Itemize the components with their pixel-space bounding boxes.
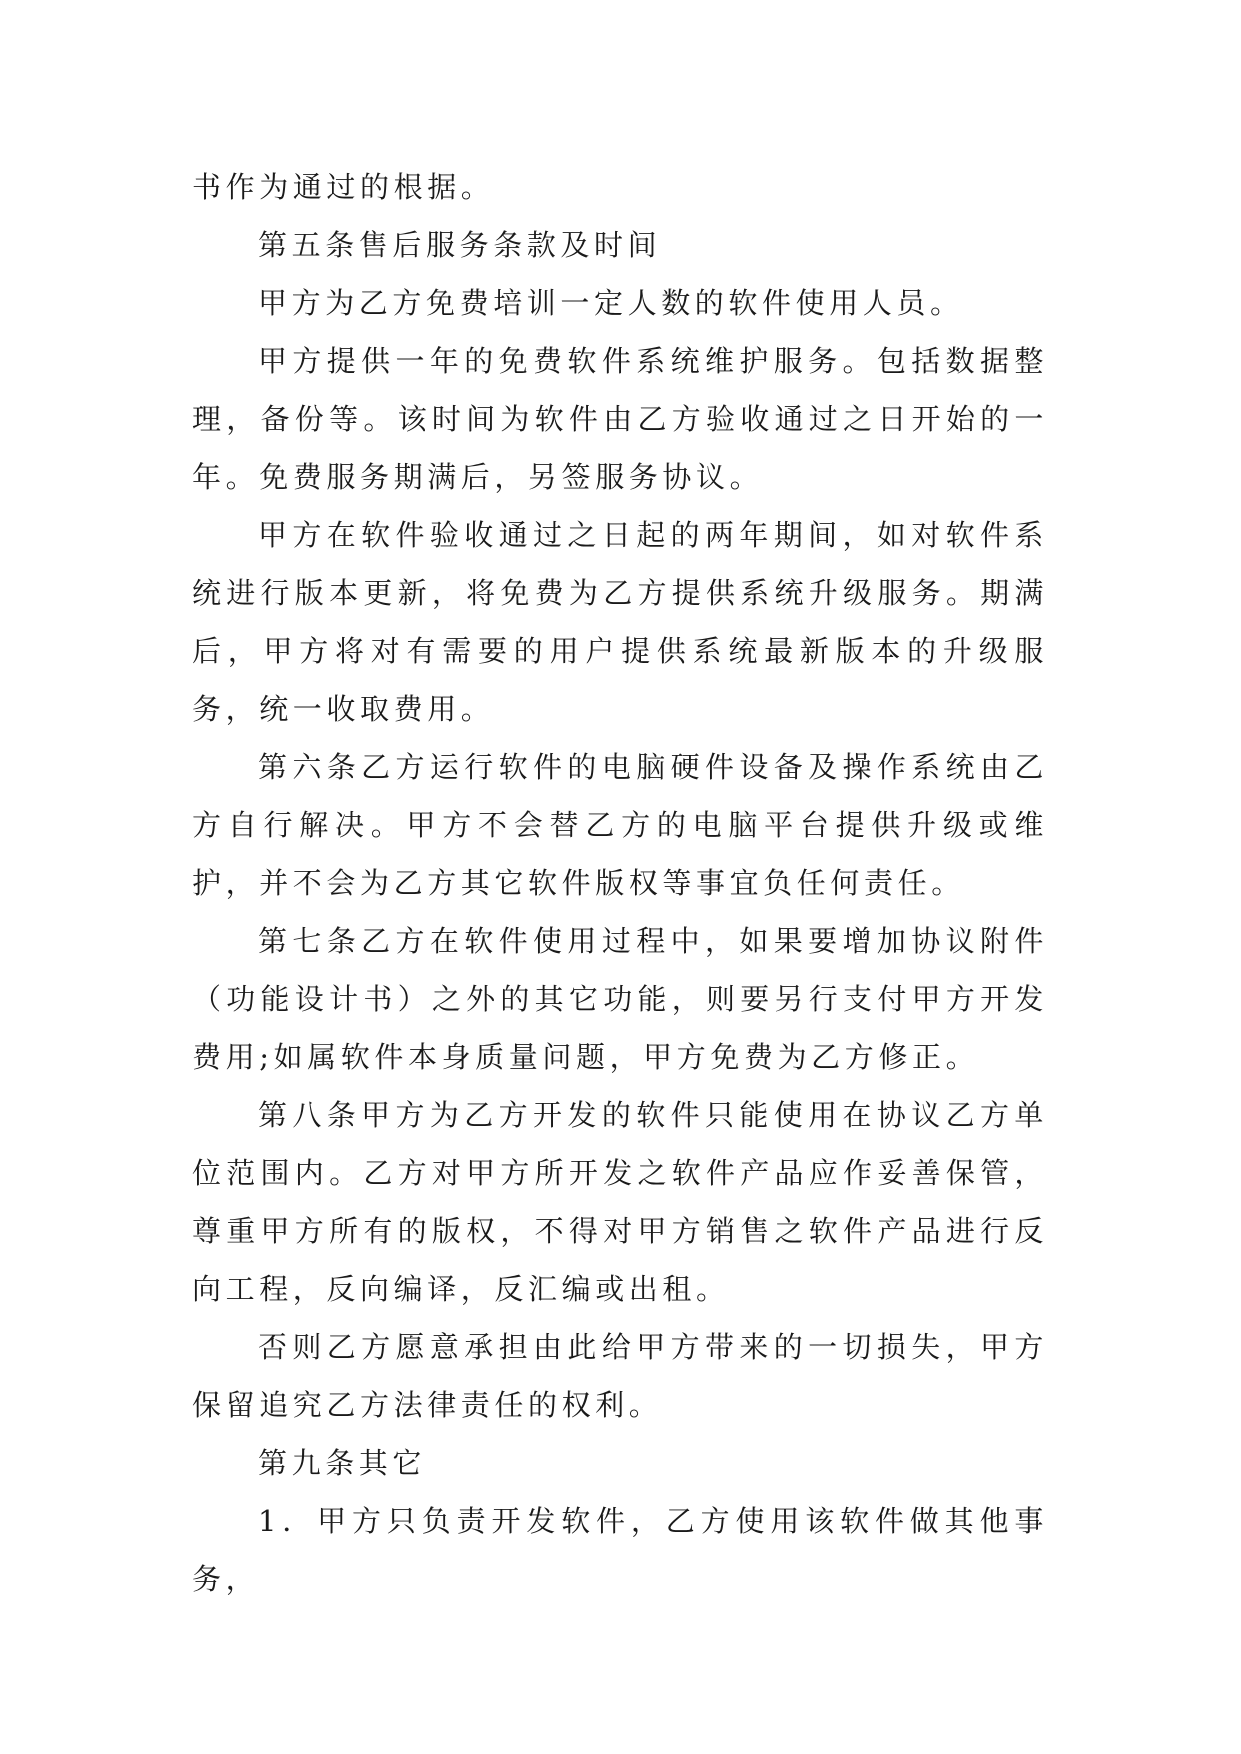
paragraph-training: 甲方为乙方免费培训一定人数的软件使用人员。: [258, 286, 964, 320]
document-body: [192, 158, 1048, 1608]
article-6-paragraph: 第六条乙方运行软件的电脑硬件设备及操作系统由乙方自行解决。甲方不会替乙方的电脑平台提供升级或维护，并不会为乙方其它软件版权等事宜负任何责任。: [192, 750, 1048, 900]
article-9-heading: 第九条其它: [258, 1446, 427, 1480]
article-7-paragraph: 第七条乙方在软件使用过程中，如果要增加协议附件（功能设计书）之外的其它功能，则要另行支付甲方开发费用;如属软件本身质量问题，甲方免费为乙方修正。: [192, 924, 1048, 1074]
article-9-item-1: 1．甲方只负责开发软件，乙方使用该软件做其他事务，: [192, 1504, 1048, 1596]
article-8-paragraph: 第八条甲方为乙方开发的软件只能使用在协议乙方单位范围内。乙方对甲方所开发之软件产品应作妥善保管，尊重甲方所有的版权，不得对甲方销售之软件产品进行反向工程，反向编译，反汇编或出租。: [192, 1098, 1048, 1306]
article-5-heading: 第五条售后服务条款及时间: [258, 228, 662, 262]
paragraph-continuation: 书作为通过的根据。: [192, 170, 495, 204]
paragraph-upgrade: 甲方在软件验收通过之日起的两年期间，如对软件系统进行版本更新，将免费为乙方提供系统升级服务。期满后，甲方将对有需要的用户提供系统最新版本的升级服务，统一收取费用。: [192, 518, 1048, 726]
paragraph-liability: 否则乙方愿意承担由此给甲方带来的一切损失，甲方保留追究乙方法律责任的权利。: [192, 1330, 1048, 1422]
paragraph-maintenance: 甲方提供一年的免费软件系统维护服务。包括数据整理，备份等。该时间为软件由乙方验收通过之日开始的一年。免费服务期满后，另签服务协议。: [192, 344, 1048, 494]
